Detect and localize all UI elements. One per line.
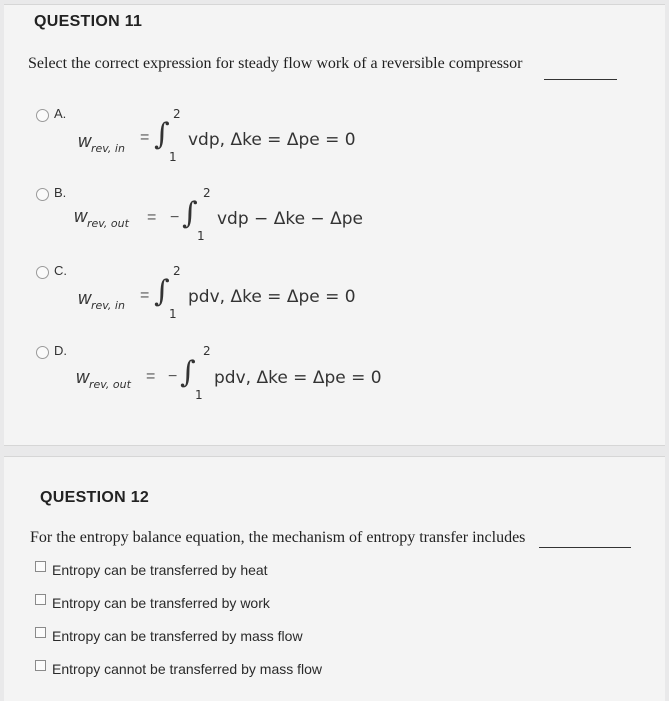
option-a-letter: A.	[54, 106, 67, 121]
radio-option-a[interactable]	[36, 109, 49, 122]
option-a-lower-limit: 1	[169, 150, 177, 164]
answer-blank-line	[544, 79, 617, 80]
option-c-equals: =	[140, 287, 150, 304]
checkbox-2[interactable]	[35, 594, 46, 605]
option-a-equals: =	[140, 129, 150, 146]
checkbox-4-label: Entropy cannot be transferred by mass flow	[52, 661, 323, 677]
checkbox-3[interactable]	[35, 627, 46, 638]
radio-option-b[interactable]	[36, 188, 49, 201]
radio-option-d[interactable]	[36, 346, 49, 359]
option-d-upper-limit: 2	[203, 344, 211, 358]
checkbox-3-label: Entropy can be transferred by mass flow	[52, 628, 303, 644]
option-d-minus: −	[168, 368, 178, 385]
option-b-equals: =	[147, 209, 157, 226]
option-b-letter: B.	[54, 185, 67, 200]
checkbox-2-label: Entropy can be transferred by work	[52, 595, 270, 611]
integral-icon: ∫	[180, 355, 196, 390]
option-b-minus: −	[170, 209, 180, 226]
checkbox-1-label: Entropy can be transferred by heat	[52, 562, 268, 578]
question-11-title: QUESTION 11	[34, 13, 143, 30]
option-b-upper-limit: 2	[203, 186, 211, 200]
option-d-equals: =	[146, 368, 156, 385]
question-12-title: QUESTION 12	[40, 489, 150, 506]
option-a-lhs: $w_{rev, in}$	[78, 131, 125, 155]
option-b-expression: vdp − Δke − Δpe	[217, 209, 363, 229]
checkbox-1[interactable]	[35, 561, 46, 572]
option-a-upper-limit: 2	[173, 107, 181, 121]
radio-option-c[interactable]	[36, 266, 49, 279]
question-12-prompt: For the entropy balance equation, the mechanism of entropy transfer includes	[30, 529, 526, 546]
option-d-expression: pdv, Δke = Δpe = 0	[214, 368, 382, 388]
answer-blank-line	[539, 547, 631, 548]
integral-icon: ∫	[182, 196, 198, 231]
option-c-lhs: $w_{rev, in}$	[78, 288, 125, 312]
question-11-panel	[4, 4, 665, 446]
option-b-lhs: $w_{rev, out}$	[74, 206, 129, 230]
option-b-lower-limit: 1	[197, 229, 205, 243]
option-a-expression: vdp, Δke = Δpe = 0	[188, 130, 356, 150]
option-d-letter: D.	[54, 343, 67, 358]
option-c-expression: pdv, Δke = Δpe = 0	[188, 287, 356, 307]
option-d-lhs: $w_{rev, out}$	[76, 367, 131, 391]
integral-icon: ∫	[154, 117, 170, 152]
option-c-upper-limit: 2	[173, 264, 181, 278]
question-11-prompt: Select the correct expression for steady flow work of a reversible compressor	[28, 55, 523, 72]
option-d-lower-limit: 1	[195, 388, 203, 402]
integral-icon: ∫	[154, 274, 170, 309]
option-c-letter: C.	[54, 263, 67, 278]
checkbox-4[interactable]	[35, 660, 46, 671]
question-12-panel	[4, 456, 665, 701]
option-c-lower-limit: 1	[169, 307, 177, 321]
